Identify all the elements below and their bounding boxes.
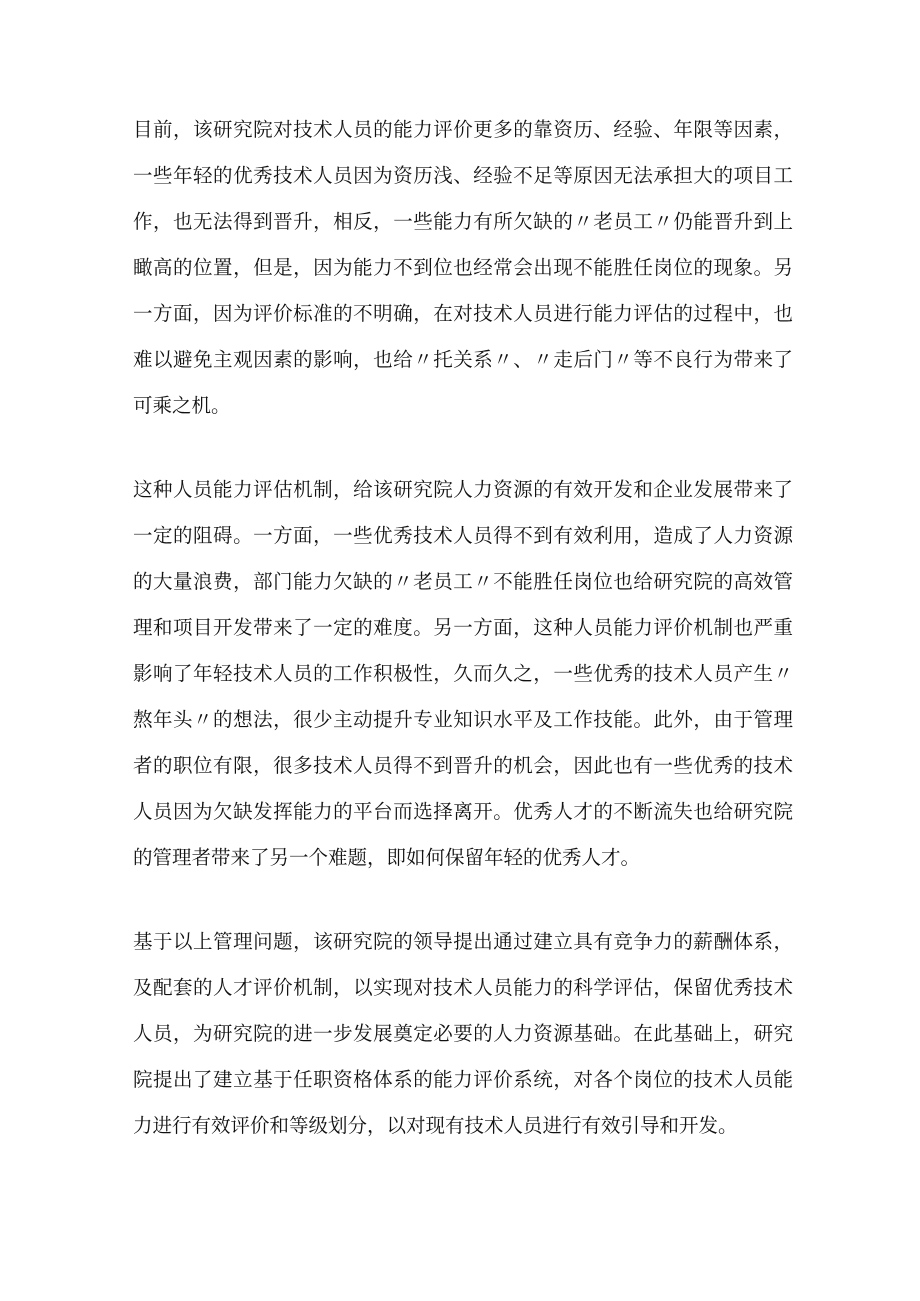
paragraph-1-line-1: 目前，该研究院对技术人员的能力评价更多的靠资历、经验、年限等因素， <box>133 118 793 141</box>
paragraph-2-line-9: 的管理者带来了另一个难题，即如何保留年轻的优秀人才。 <box>133 846 641 869</box>
paragraph-3-line-4: 院提出了建立基于任职资格体系的能力评价系统，对各个岗位的技术人员能 <box>133 1068 793 1091</box>
paragraph-2-line-6: 熬年头〃的想法，很少主动提升专业知识水平及工作技能。此外，由于管理 <box>133 708 793 731</box>
paragraph-2-line-7: 者的职位有限，很多技术人员得不到晋升的机会，因此也有一些优秀的技术 <box>133 754 793 777</box>
paragraph-2-line-5: 影响了年轻技术人员的工作积极性，久而久之，一些优秀的技术人员产生〃 <box>133 662 793 685</box>
paragraph-2-line-8: 人员因为欠缺发挥能力的平台而选择离开。优秀人才的不断流失也给研究院 <box>133 800 793 823</box>
paragraph-2-line-1: 这种人员能力评估机制，给该研究院人力资源的有效开发和企业发展带来了 <box>133 478 793 501</box>
paragraph-3-line-1: 基于以上管理问题，该研究院的领导提出通过建立具有竞争力的薪酬体系， <box>133 930 793 953</box>
paragraph-3-line-5: 力进行有效评价和等级划分，以对现有技术人员进行有效引导和开发。 <box>133 1114 738 1137</box>
paragraph-1-line-7: 可乘之机。 <box>133 394 231 417</box>
paragraph-2-line-4: 理和项目开发带来了一定的难度。另一方面，这种人员能力评价机制也严重 <box>133 616 793 639</box>
paragraph-2-line-2: 一定的阻碍。一方面，一些优秀技术人员得不到有效利用，造成了人力资源 <box>133 524 793 547</box>
paragraph-1-line-2: 一些年轻的优秀技术人员因为资历浅、经验不足等原因无法承担大的项目工 <box>133 164 793 187</box>
paragraph-2-line-3: 的大量浪费，部门能力欠缺的〃老员工〃不能胜任岗位也给研究院的高效管 <box>133 570 793 593</box>
paragraph-1-line-5: 一方面，因为评价标准的不明确，在对技术人员进行能力评估的过程中，也 <box>133 302 793 325</box>
paragraph-3-line-2: 及配套的人才评价机制，以实现对技术人员能力的科学评估，保留优秀技术 <box>133 976 793 999</box>
paragraph-1-line-3: 作，也无法得到晋升，相反，一些能力有所欠缺的〃老员工〃仍能晋升到上 <box>133 210 793 233</box>
paragraph-3-line-3: 人员，为研究院的进一步发展奠定必要的人力资源基础。在此基础上，研究 <box>133 1022 793 1045</box>
paragraph-1-line-4: 瞰高的位置，但是，因为能力不到位也经常会出现不能胜任岗位的现象。另 <box>133 256 793 279</box>
paragraph-1-line-6: 难以避免主观因素的影响，也给〃托关系〃、〃走后门〃等不良行为带来了 <box>133 348 793 371</box>
